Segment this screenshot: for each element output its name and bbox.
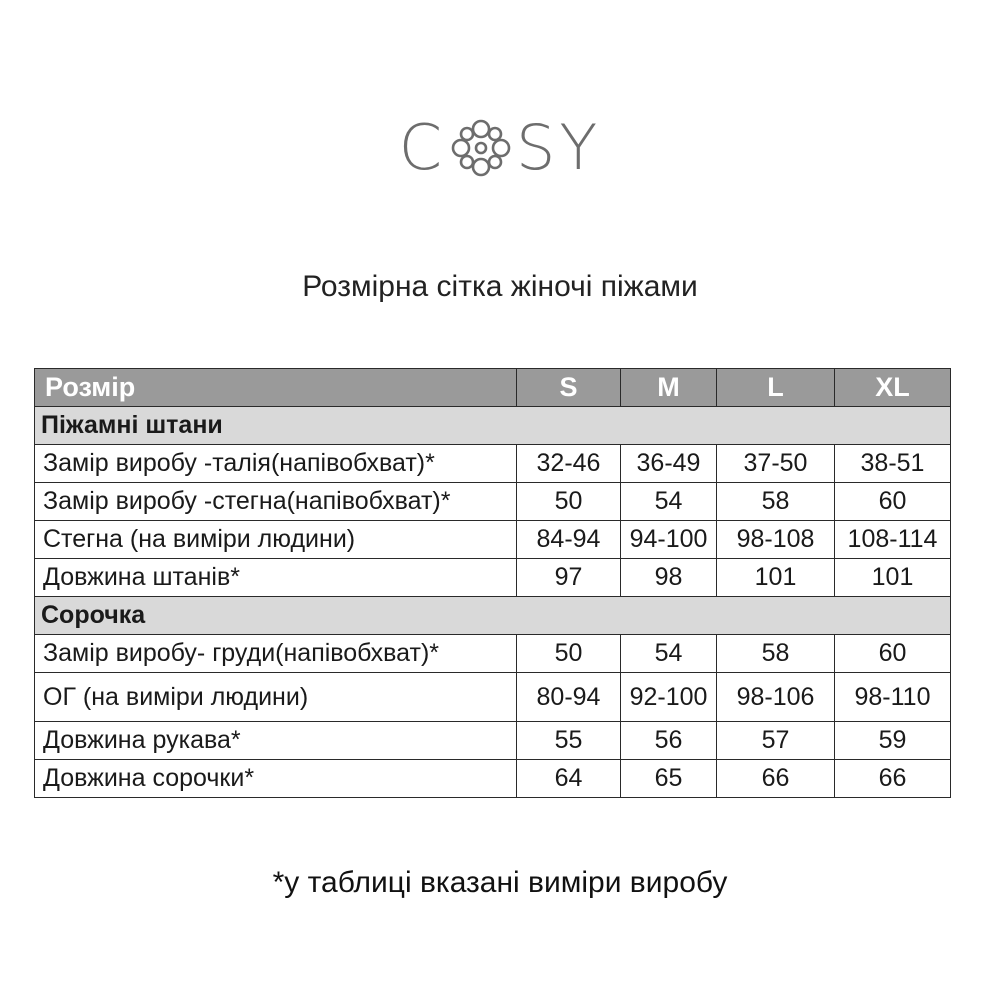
cell-value: 54 <box>621 483 717 521</box>
row-label: Замір виробу -стегна(напівобхват)* <box>35 483 517 521</box>
table-row <box>35 521 951 559</box>
logo-letter-s: S <box>516 111 560 184</box>
table-row <box>35 559 951 597</box>
cell-value: 80-94 <box>517 673 621 722</box>
table-row <box>35 760 951 798</box>
cell-value: 36-49 <box>621 445 717 483</box>
cell-value: 55 <box>517 722 621 760</box>
table-row <box>35 445 951 483</box>
cell-value: 98-106 <box>717 673 835 722</box>
table-row <box>35 483 951 521</box>
row-label: Довжина штанів* <box>35 559 517 597</box>
cell-value: 66 <box>835 760 951 798</box>
section-title: Піжамні штани <box>35 407 951 445</box>
cell-value: 38-51 <box>835 445 951 483</box>
header-size-l: L <box>717 369 835 407</box>
cell-value: 59 <box>835 722 951 760</box>
row-label: ОГ (на виміри людини) <box>35 673 517 722</box>
header-size-xl: XL <box>835 369 951 407</box>
cell-value: 98-108 <box>717 521 835 559</box>
cell-value: 50 <box>517 635 621 673</box>
cell-value: 64 <box>517 760 621 798</box>
brand-logo <box>0 108 1000 188</box>
cell-value: 37-50 <box>717 445 835 483</box>
cell-value: 54 <box>621 635 717 673</box>
cell-value: 58 <box>717 483 835 521</box>
row-label: Замір виробу -талія(напівобхват)* <box>35 445 517 483</box>
cell-value: 84-94 <box>517 521 621 559</box>
cell-value: 60 <box>835 635 951 673</box>
cell-value: 101 <box>717 559 835 597</box>
cell-value: 98 <box>621 559 717 597</box>
cell-value: 50 <box>517 483 621 521</box>
table-row <box>35 722 951 760</box>
cell-value: 92-100 <box>621 673 717 722</box>
header-size-m: M <box>621 369 717 407</box>
cell-value: 108-114 <box>835 521 951 559</box>
page-title: Розмірна сітка жіночі піжами <box>302 270 698 303</box>
cell-value: 58 <box>717 635 835 673</box>
logo-letter-c: C <box>398 111 447 184</box>
header-size-s: S <box>517 369 621 407</box>
footnote: *у таблиці вказані виміри виробу <box>272 866 728 899</box>
section-row-shirt <box>35 597 951 635</box>
table-header-row <box>35 369 951 407</box>
cell-value: 98-110 <box>835 673 951 722</box>
cell-value: 32-46 <box>517 445 621 483</box>
table-row <box>35 635 951 673</box>
cell-value: 56 <box>621 722 717 760</box>
cell-value: 60 <box>835 483 951 521</box>
row-label: Довжина сорочки* <box>35 760 517 798</box>
row-label: Довжина рукава* <box>35 722 517 760</box>
row-label: Замір виробу- груди(напівобхват)* <box>35 635 517 673</box>
knot-flower-icon <box>448 117 514 179</box>
header-size-label: Розмір <box>35 369 517 407</box>
cell-value: 101 <box>835 559 951 597</box>
logo-letter-y: Y <box>559 111 602 184</box>
cell-value: 97 <box>517 559 621 597</box>
size-chart-table <box>34 368 951 798</box>
table-row <box>35 673 951 722</box>
row-label: Стегна (на виміри людини) <box>35 521 517 559</box>
section-title: Сорочка <box>35 597 951 635</box>
cell-value: 66 <box>717 760 835 798</box>
cell-value: 65 <box>621 760 717 798</box>
section-row-pants <box>35 407 951 445</box>
cell-value: 94-100 <box>621 521 717 559</box>
cell-value: 57 <box>717 722 835 760</box>
